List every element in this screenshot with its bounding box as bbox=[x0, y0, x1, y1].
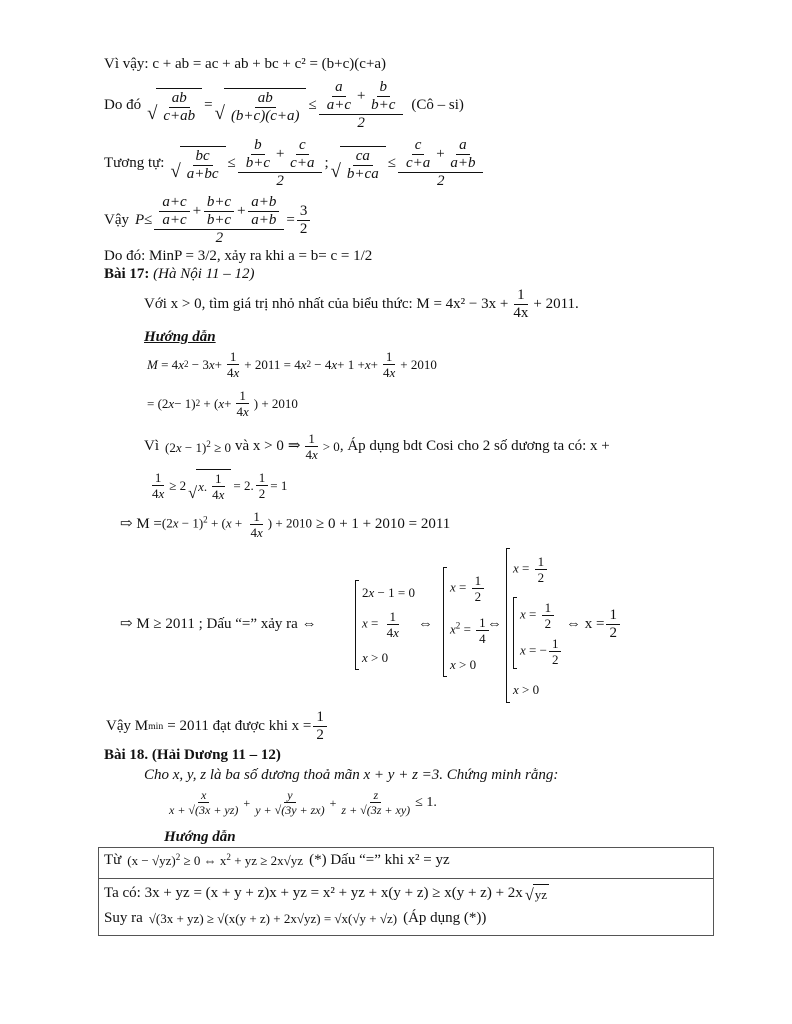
bai17-heading bbox=[104, 267, 255, 282]
m-expansion-2: = (2 x − 1) 2 + ( x + 1 4x ) + 2010 bbox=[147, 388, 298, 419]
m-line: ⇨ M = $(2x - 1)^2 + (x$ + $\frac{1}{4x}$ ) + 2010 ≥ 0 + 1 + 2010 = 2011 bbox=[120, 509, 451, 540]
line-4: Vậy P ≤ $\frac{a+c}{a+c}$ + $\frac{b+c}{b+c}$ + $\frac{a+b}{a+b}$ 2 = $\frac{3}{2}$ bbox=[104, 195, 312, 246]
x-eq-text: ⇔ x = bbox=[566, 616, 605, 632]
bai17-question: Với x > 0, tìm giá trị nhỏ nhất của biểu thức: M = 4x² − 3x + $\frac{1}{4x}$ + 2011. bbox=[144, 287, 579, 321]
box-divider-1 bbox=[98, 878, 713, 879]
box-row-1-a: Từ bbox=[104, 852, 122, 868]
system-1: 2x − 1 = 0 x = $\frac{1}{4x}$ x > 0 bbox=[355, 580, 415, 670]
line-2: Do đó √ ab c+ab = √ ab (b+c)(c+a) ≤ $\frac{a}{a+c}$ + $\frac{b}{b+c}$ 2 (Cô – si) bbox=[104, 79, 464, 131]
vi-text: Vì bbox=[144, 438, 159, 454]
box-row-1-b: (*) Dấu “=” khi x² = yz bbox=[309, 852, 450, 868]
equiv-1: ⇔ bbox=[418, 616, 433, 632]
m-line-text: ⇨ M = bbox=[120, 516, 162, 532]
vay-m-line: Vậy M min = 2011 đạt được khi x = $\frac{1}{2}$ bbox=[106, 710, 329, 743]
equiv-2: ⇔ bbox=[487, 616, 502, 632]
line-1: Vì vậy: c + ab = ac + ab + bc + c² = (b+c)(c+a) bbox=[104, 56, 387, 72]
line-5: Do đó: MinP = 3/2, xảy ra khi a = b= c = 1/2 bbox=[104, 248, 373, 264]
line-3: Tương tự: √ bc a+bc ≤ $\frac{b}{b+c}$ + $\frac{c}{c+a}$ 2 ; √ ca b+ca ≤ $\frac{c}{c+a}$ + $\frac{a}{a+b}$ 2 bbox=[104, 138, 485, 189]
box-row-1: Từ $(x - √yz)^2 \ge 0$ ⇔ $x^2$ + yz ≥ 2x√yz (*) Dấu “=” khi x² = yz bbox=[104, 852, 450, 868]
box-row-3: Suy ra √(3x + yz) ≥ √(x(y + z) + 2x√yz) = √x(√y + √z) (Áp dụng (*)) bbox=[104, 910, 487, 926]
bai18-title: Bài 18. (Hải Dương 11 – 12) bbox=[104, 747, 281, 763]
bai18-question: Cho x, y, z là ba số dương thoả mãn x + y + z =3. Chứng minh rằng: bbox=[144, 767, 559, 783]
box-row-3-a: Suy ra bbox=[104, 910, 143, 926]
m-expansion-1: M = 4 x 2 − 3 x + 1 4x + 2011 = 4 x 2 − 4 x + 1 + x + 1 4x + 2010 bbox=[147, 349, 437, 380]
bai18-inequality: x x + √(3x + yz) + y y + √(3y + zx) + $\frac{z}{z + √(3z + xy)}$ ≤ 1. bbox=[169, 788, 437, 817]
vi-text-2: và x > 0 bbox=[234, 438, 284, 454]
huong-dan-2: Hướng dẫn bbox=[164, 829, 236, 845]
box-row-3-b: (Áp dụng (*)) bbox=[403, 910, 487, 926]
huong-dan-1: Hướng dẫn bbox=[144, 329, 216, 345]
system-3: x = $\frac{1}{2}$ x = $\frac{1}{2}$ x = − $\frac{1}{2}$ x > 0 bbox=[506, 548, 563, 703]
box-row-2: Ta có: 3x + yz = (x + y + z)x + yz = x² + yz + x(y + z) ≥ x(y + z) + 2x √ yz bbox=[104, 885, 548, 904]
box-row-2-text: Ta có: 3x + yz = (x + y + z)x + yz = x² + yz + x(y + z) ≥ x(y + z) + 2x bbox=[104, 885, 523, 901]
line-3-prefix: Tương tự: bbox=[104, 155, 165, 171]
vi-line: Vì $(2x - 1)^2 \ge 0$ và x > 0 ⇒ 1 4x > 0 , Áp dụng bdt Cosi cho 2 số dương ta có: x + bbox=[144, 431, 610, 462]
vi-text-3: , Áp dụng bdt Cosi cho 2 số dương ta có: x + bbox=[339, 438, 610, 454]
bai17-question-text: Với x > 0, tìm giá trị nhỏ nhất của biểu thức: M = 4x² − 3x + bbox=[144, 296, 509, 312]
line-4-prefix: Vậy bbox=[104, 212, 129, 228]
bai17-question-end: + 2011. bbox=[533, 296, 579, 312]
m2-line: ⇨ M ≥ 2011 ; Dấu “=” xảy ra ⇔ bbox=[120, 616, 317, 632]
system-2: x = $\frac{1}{2}$ $x^2$ = $\frac{1}{4}$ x > 0 bbox=[443, 567, 491, 677]
vay-m-text: Vậy M bbox=[106, 718, 149, 734]
m-line-end: ≥ 0 + 1 + 2010 = 2011 bbox=[315, 516, 451, 532]
vay-m-sub: min bbox=[148, 720, 164, 732]
bai17-title: Bài 17: bbox=[104, 266, 150, 282]
x-solution: ⇔ x = $\frac{1}{2}$ bbox=[566, 608, 622, 641]
vay-m-end: = 2011 đạt được khi x = bbox=[167, 718, 312, 734]
line-2-prefix: Do đó bbox=[104, 97, 142, 113]
line-2-suffix: (Cô – si) bbox=[411, 97, 464, 113]
cosi-line: 1 4x ≥ 2 √ x . 1 4x = 2. 1 2 = 1 bbox=[152, 469, 288, 502]
bai17-source: (Hà Nội 11 – 12) bbox=[153, 266, 255, 282]
